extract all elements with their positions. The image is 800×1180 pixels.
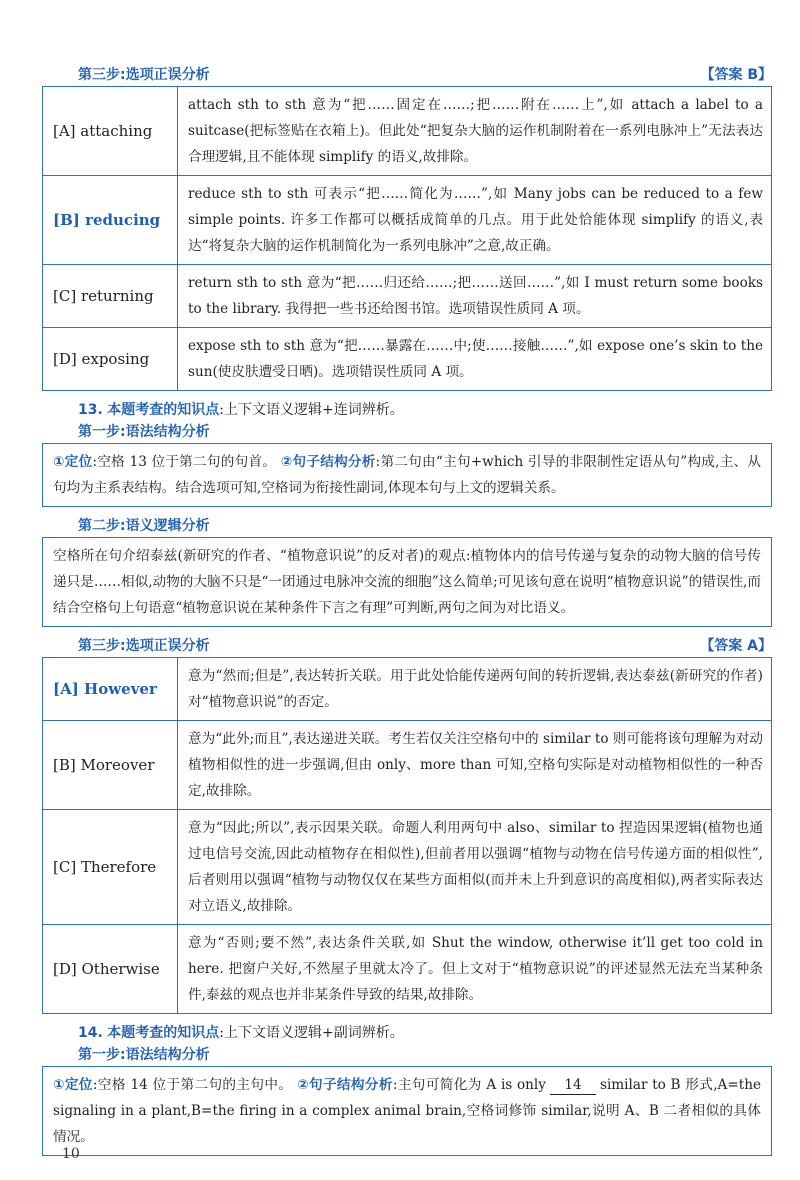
option-label: [A] attaching — [43, 87, 178, 176]
q13-step1-title: 第一步:语法结构分析 — [78, 424, 210, 440]
option-label: [D] exposing — [43, 328, 178, 391]
q14-step1-header — [42, 1044, 772, 1066]
structure-text-after: similar to B 形式,A=the signaling in a plant,B=the firing in a complex animal brain,空格词修饰 similar,说明 A、B 二者相似的具体情况。 — [53, 1077, 761, 1145]
q13-options-table — [42, 657, 772, 1014]
option-explanation: 意为“然而;但是”,表达转折关联。用于此处恰能传递两句间的转折逻辑,表达泰兹(新研究的作者)对“植物意识说”的否定。 — [178, 658, 772, 721]
structure-label: ②句子结构分析 — [280, 454, 376, 470]
table-row — [43, 328, 772, 391]
q12-step3-title: 第三步:选项正误分析 — [78, 67, 210, 83]
option-explanation: reduce sth to sth 可表示“把……简化为……”,如 Many jobs can be reduced to a few simple points. 许多工作都可以概括成简单的几点。用于此处恰能体现 simplify 的语义,表达“将复杂大脑的运作机制简化为一系列电脉冲”之意,故正确。 — [178, 176, 772, 265]
q14-topic-text: :上下文语义逻辑+副词辨析。 — [219, 1025, 404, 1041]
q12-step3-header — [42, 64, 772, 86]
option-explanation: attach sth to sth 意为“把……固定在……;把……附在……上”,如 attach a label to a suitcase(把标签贴在衣箱上)。但此处“把复杂大脑的运作机制附着在一系列电脉冲上”无法表达合理逻辑,且不能体现 simplify 的语义,故排除。 — [178, 87, 772, 176]
option-label: [C] returning — [43, 265, 178, 328]
locate-text: :空格 14 位于第二句的主句中。 — [92, 1077, 293, 1093]
option-explanation: 意为“此外;而且”,表达递进关联。考生若仅关注空格句中的 similar to 则可能将该句理解为对动植物相似性的进一步强调,但由 only、more than 可知,空格句实际是对动植物相似性的一种否定,故排除。 — [178, 721, 772, 810]
table-row — [43, 810, 772, 925]
q12-options-table — [42, 86, 772, 391]
page-number: 10 — [62, 1146, 80, 1162]
q13-topic — [42, 399, 772, 421]
q14-topic — [42, 1022, 772, 1044]
q14-number: 14. — [78, 1025, 103, 1041]
locate-label: ①定位 — [53, 1077, 93, 1093]
option-explanation: 意为“否则;要不然”,表达条件关联,如 Shut the window, otherwise it’ll get too cold in here. 把窗户关好,不然屋子里就太冷了。但上文对于“植物意识说”的评述显然无法充当某种条件,泰兹的观点也并非某条件导致的结果,故排除。 — [178, 925, 772, 1014]
q13-step1-box — [42, 443, 772, 507]
option-label: [B] Moreover — [43, 721, 178, 810]
option-label: [C] Therefore — [43, 810, 178, 925]
option-label-correct: [B] reducing — [43, 176, 178, 265]
locate-text: :空格 13 位于第二句的句首。 — [92, 454, 277, 470]
table-row — [43, 87, 772, 176]
structure-label: ②句子结构分析 — [297, 1077, 393, 1093]
q13-topic-label: 本题考查的知识点 — [107, 402, 220, 418]
table-row — [43, 925, 772, 1014]
q13-step2-title: 第二步:语义逻辑分析 — [78, 518, 210, 534]
q13-step2-header — [42, 515, 772, 537]
locate-label: ①定位 — [53, 454, 93, 470]
structure-text-before: :主句可简化为 A is only — [392, 1077, 546, 1093]
page-content — [42, 64, 772, 1164]
q14-step1-title: 第一步:语法结构分析 — [78, 1047, 210, 1063]
q13-step3-header — [42, 635, 772, 657]
q13-step1-header — [42, 421, 772, 443]
option-label: [D] Otherwise — [43, 925, 178, 1014]
table-row — [43, 721, 772, 810]
blank-14: 14 — [550, 1076, 596, 1095]
q13-number: 13. — [78, 402, 103, 418]
option-explanation: return sth to sth 意为“把……归还给……;把……送回……”,如 I must return some books to the library. 我得把一些书还给图书馆。选项错误性质同 A 项。 — [178, 265, 772, 328]
q13-answer: 【答案 A】 — [700, 638, 772, 654]
structure-text: :第二句由“主句+which 引导的非限制性定语从句”构成,主、从句均为主系表结构。结合选项可知,空格词为衔接性副词,体现本句与上文的逻辑关系。 — [53, 454, 762, 496]
option-explanation: expose sth to sth 意为“把……暴露在……中;使……接触……”,如 expose one’s skin to the sun(使皮肤遭受日晒)。选项错误性质同 A 项。 — [178, 328, 772, 391]
q13-topic-text: :上下文语义逻辑+连词辨析。 — [219, 402, 404, 418]
q14-topic-label: 本题考查的知识点 — [107, 1025, 220, 1041]
q12-answer: 【答案 B】 — [700, 67, 772, 83]
table-row — [43, 265, 772, 328]
q13-step3-title: 第三步:选项正误分析 — [78, 638, 210, 654]
option-label-correct: [A] However — [43, 658, 178, 721]
q14-step1-box — [42, 1066, 772, 1156]
q13-step2-box: 空格所在句介绍泰兹(新研究的作者、“植物意识说”的反对者)的观点:植物体内的信号传递与复杂的动物大脑的信号传递只是……相似,动物的大脑不只是“一团通过电脉冲交流的细胞”这么简单;可见该句意在说明“植物意识说”的错误性,而结合空格句上句语意“植物意识说在某种条件下言之有理”可判断,两句之间为对比语义。 — [42, 537, 772, 627]
table-row — [43, 176, 772, 265]
option-explanation: 意为“因此;所以”,表示因果关联。命题人利用两句中 also、similar to 捏造因果逻辑(植物也通过电信号交流,因此动植物存在相似性),但前者用以强调“植物与动物在信号传递方面的相似性”,后者则用以强调“植物与动物仅仅在某些方面相似(而并未上升到意识的高度相似),两者实际表达对立语义,故排除。 — [178, 810, 772, 925]
table-row — [43, 658, 772, 721]
